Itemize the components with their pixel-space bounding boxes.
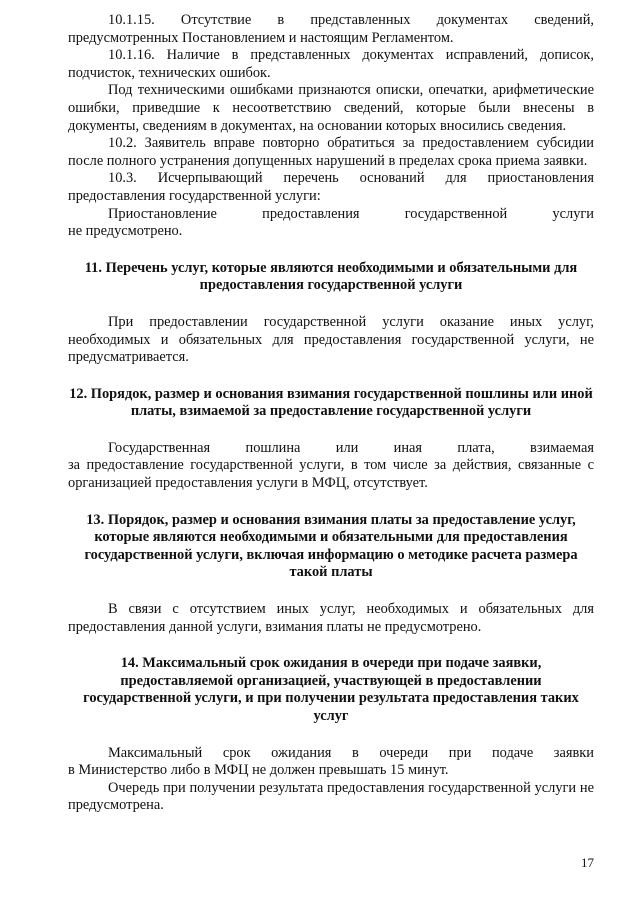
section-13-heading: 13. Порядок, размер и основания взимания платы за предоставление услуг, которые являются необходимыми и обязательными для предоставления государственной услуги, включая информацию о методике расчета размера такой платы — [84, 511, 578, 581]
paragraph-10-3: 10.3. Исчерпывающий перечень оснований для приостановления предоставления государственной услуги: — [68, 170, 594, 204]
document-body — [68, 12, 594, 815]
section-12-body-rest: за предоставление государственной услуги, в том числе за действия, связанные с организацией предоставления услуги в МФЦ, отсутствует. — [68, 457, 594, 492]
section-12-heading: 12. Порядок, размер и основания взимания государственной пошлины или иной платы, взимаемой за предоставление государственной услуги — [69, 385, 593, 420]
section-14-body2: Очередь при получении результата предоставления государственной услуги не предусмотрена. — [68, 779, 594, 814]
page-number: 17 — [581, 855, 594, 870]
paragraph-technical-errors: Под техническими ошибками признаются описки, опечатки, арифметические ошибки, приведшие к несоответствию сведений, которые были внесены в документы, сведениям в документах, на основании которых вносились сведения. — [68, 82, 594, 134]
paragraph-10-1-15: 10.1.15. Отсутствие в представленных документах сведений, предусмотренных Постановлением и настоящим Регламентом. — [68, 12, 594, 46]
section-14-body1-line2: в Министерство либо в МФЦ не должен превышать 15 минут. — [68, 762, 449, 779]
section-14-body1-line1: Максимальный срок ожидания в очереди при подаче заявки — [108, 744, 594, 761]
paragraph-suspension-line1: Приостановление предоставления государственной услуги — [108, 205, 594, 222]
section-14-heading: 14. Максимальный срок ожидания в очереди при подаче заявки, предоставляемой организацией, участвующей в предоставлении государственной услуги, и при получении результата предоставления таких услуг — [83, 655, 579, 724]
section-12-body-line1: Государственная пошлина или иная плата, взимаемая — [108, 439, 594, 456]
section-11-body: При предоставлении государственной услуги оказание иных услуг, необходимых и обязательных для предоставления государственной услуги, не предусматривается. — [68, 313, 594, 366]
section-13-body: В связи с отсутствием иных услуг, необходимых и обязательных для предоставления данной услуги, взимания платы не предусмотрено. — [68, 601, 594, 635]
section-11-heading: 11. Перечень услуг, которые являются необходимыми и обязательными для предоставления государственной услуги — [84, 259, 578, 294]
paragraph-suspension-line2: не предусмотрено. — [68, 223, 183, 240]
paragraph-10-1-16: 10.1.16. Наличие в представленных документах исправлений, дописок, подчисток, технических ошибок. — [68, 47, 594, 81]
paragraph-10-2: 10.2. Заявитель вправе повторно обратиться за предоставлением субсидии после полного устранения допущенных нарушений в пределах срока приема заявки. — [68, 135, 594, 169]
